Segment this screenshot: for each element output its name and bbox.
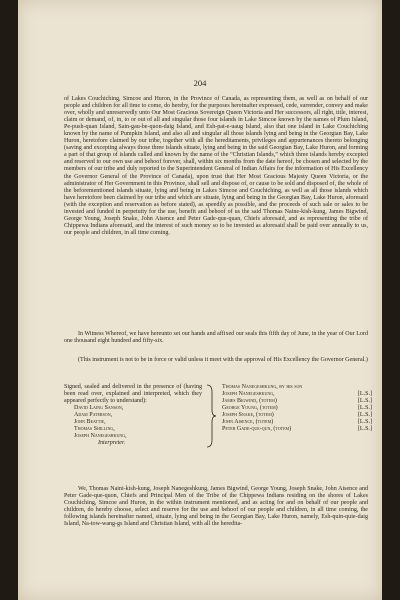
seal-mark: [L.S.] bbox=[357, 405, 372, 412]
witness-intro: Signed, sealed and delivered in the presence of (having been read over, explained and interpreted, which they appeared perfectly to understand): bbox=[64, 384, 202, 405]
witness-name: Adam Paterson, bbox=[74, 412, 113, 419]
witness-name: Joseph Nanegeshkung, bbox=[74, 433, 127, 440]
seal-mark: [L.S.] bbox=[357, 426, 372, 433]
seal-mark: [L.S.] bbox=[357, 419, 372, 426]
approval-note-paragraph: (This instrument is not to be in force or valid unless it meet with the approval of His Excellency the Governor General.) bbox=[78, 357, 368, 363]
witness-name: John Beattie, bbox=[74, 419, 106, 426]
witness-block bbox=[64, 384, 202, 447]
signatory-name: George Young, (totem) bbox=[222, 405, 278, 412]
signatory-name: James Bigwind, (totem) bbox=[222, 398, 277, 405]
signature-brace bbox=[204, 384, 218, 448]
seal-mark: [L.S.] bbox=[357, 412, 372, 419]
signatory-name: Peter Gade-que-qun, (totem) bbox=[222, 426, 292, 433]
reservation-paragraph: We, Thomas Naini-kish-kung, Joseph Nanegeshkung, James Bigwind, George Young, Joseph Snake, John Aisence and Peter Gade-que-quon, Chiefs and Principal Men of the Tribe of the Chippewa Indians residing on the shores of Lakes Couchiching, Simcoe and Huron, in the within instrument mentioned, and as acting for and on behalf of our people and children, do hereby choose, select and reserve for the use and behoof of our people and children, in all time coming, the following islands hereinafter named, situate, lying and being in the Georgian Bay, Lake Huron, namely, Esh-quin-quie-daig Island, Na-tow-wang-gs Island and Christian Island, with all the heredita- bbox=[64, 486, 368, 528]
witness-name: Thomas Shilling, bbox=[74, 426, 115, 433]
seal-mark: [L.S.] bbox=[357, 398, 372, 405]
signatory-name: Thomas Nanegeshkung, by his son bbox=[222, 384, 303, 390]
witness-whereof-paragraph: In Witness Whereof, we have hereunto set our hands and affixed our seals this fifth day of June, in the year of Our Lord one thousand eight hundred and fifty-six. bbox=[64, 331, 368, 345]
signatory-name: Joseph Snake, (totem) bbox=[222, 412, 274, 419]
signatory-row bbox=[222, 426, 372, 433]
signatory-row bbox=[222, 384, 372, 391]
page-number: 204 bbox=[193, 78, 207, 88]
signatory-name: Joseph Nanegeshkung, bbox=[222, 391, 275, 398]
seal-mark: [L.S.] bbox=[357, 391, 372, 398]
treaty-paragraph-cession: of Lakes Couchiching, Simcoe and Huron, in the Province of Canada, as representing them, as well as on behalf of our people and children for all time to come, do hereby, for the purposes hereinafter expressed, cede, surrender, convey and make over, wholly and unreservedly unto Our Most Gracious Sovereign Queen Victoria and Her successors, all right, title, interest, claim or demand, of, in, to or out of all and singular those four islands in Lake Simcoe known by the names of Plum Island, Pe-push-quan Island, Sain-gau-be-quon-daig Island, and Esh-pat-e-uaug Island, also that one island in Lake Couchiching known by the name of Pumpkin Island, and also all and singular all those islands lying and being in the Georgian Bay, Lake Huron, heretofore claimed by our tribe, together with all the hereditaments, privileges and appurtenances thereto belonging (saving and excepting always those three islands situate, lying and being in the said Georgian Bay, Lake Huron, and forming a part of that group of islands called and known by the name of the “Christian Islands,” which three islands hereby excepted and reserved to our own use and behoof forever, shall, within six months from the date hereof, be chosen and selected by the members of our tribe and duly reported to the Superintendent General of Indian Affairs for the information of His Excellency the Governor General of the Province of Canada), upon trust that Her Most Gracious Majesty Queen Victoria, or the administrator of Her Government in this Province, shall sell and dispose of, or cause to be sold and disposed of, the whole of the beforementioned islands situate, lying and being in Lakes Simcoe and Couchiching, as well as all those islands which have heretofore been claimed by our tribe and which are situate, lying and being in the Georgian Bay, Lake Huron, aforesaid (with the exception and reservation as before stated), as speedily as possible, and the proceeds of such sale or sales to be invested and funded in perpetuity for the use, benefit and behoof of us the said Thomas Naine-kish-kung, James Bigwind, George Young, Joseph Snake, John Aisence and Peter Gade-que-quan, Chiefs aforesaid, and as representing the tribe of Chippewa Indians aforesaid, and the interest of such money so to be invested as aforesaid shall be paid over annually to us, our people and children, in all time coming. bbox=[64, 96, 368, 236]
witness-role: Interpreter. bbox=[98, 440, 126, 447]
signatories-block bbox=[222, 384, 372, 433]
witness-name: David Laing Sanson, bbox=[74, 405, 124, 412]
document-page bbox=[18, 0, 382, 600]
signatory-name: John Aisence, (totem) bbox=[222, 419, 274, 426]
